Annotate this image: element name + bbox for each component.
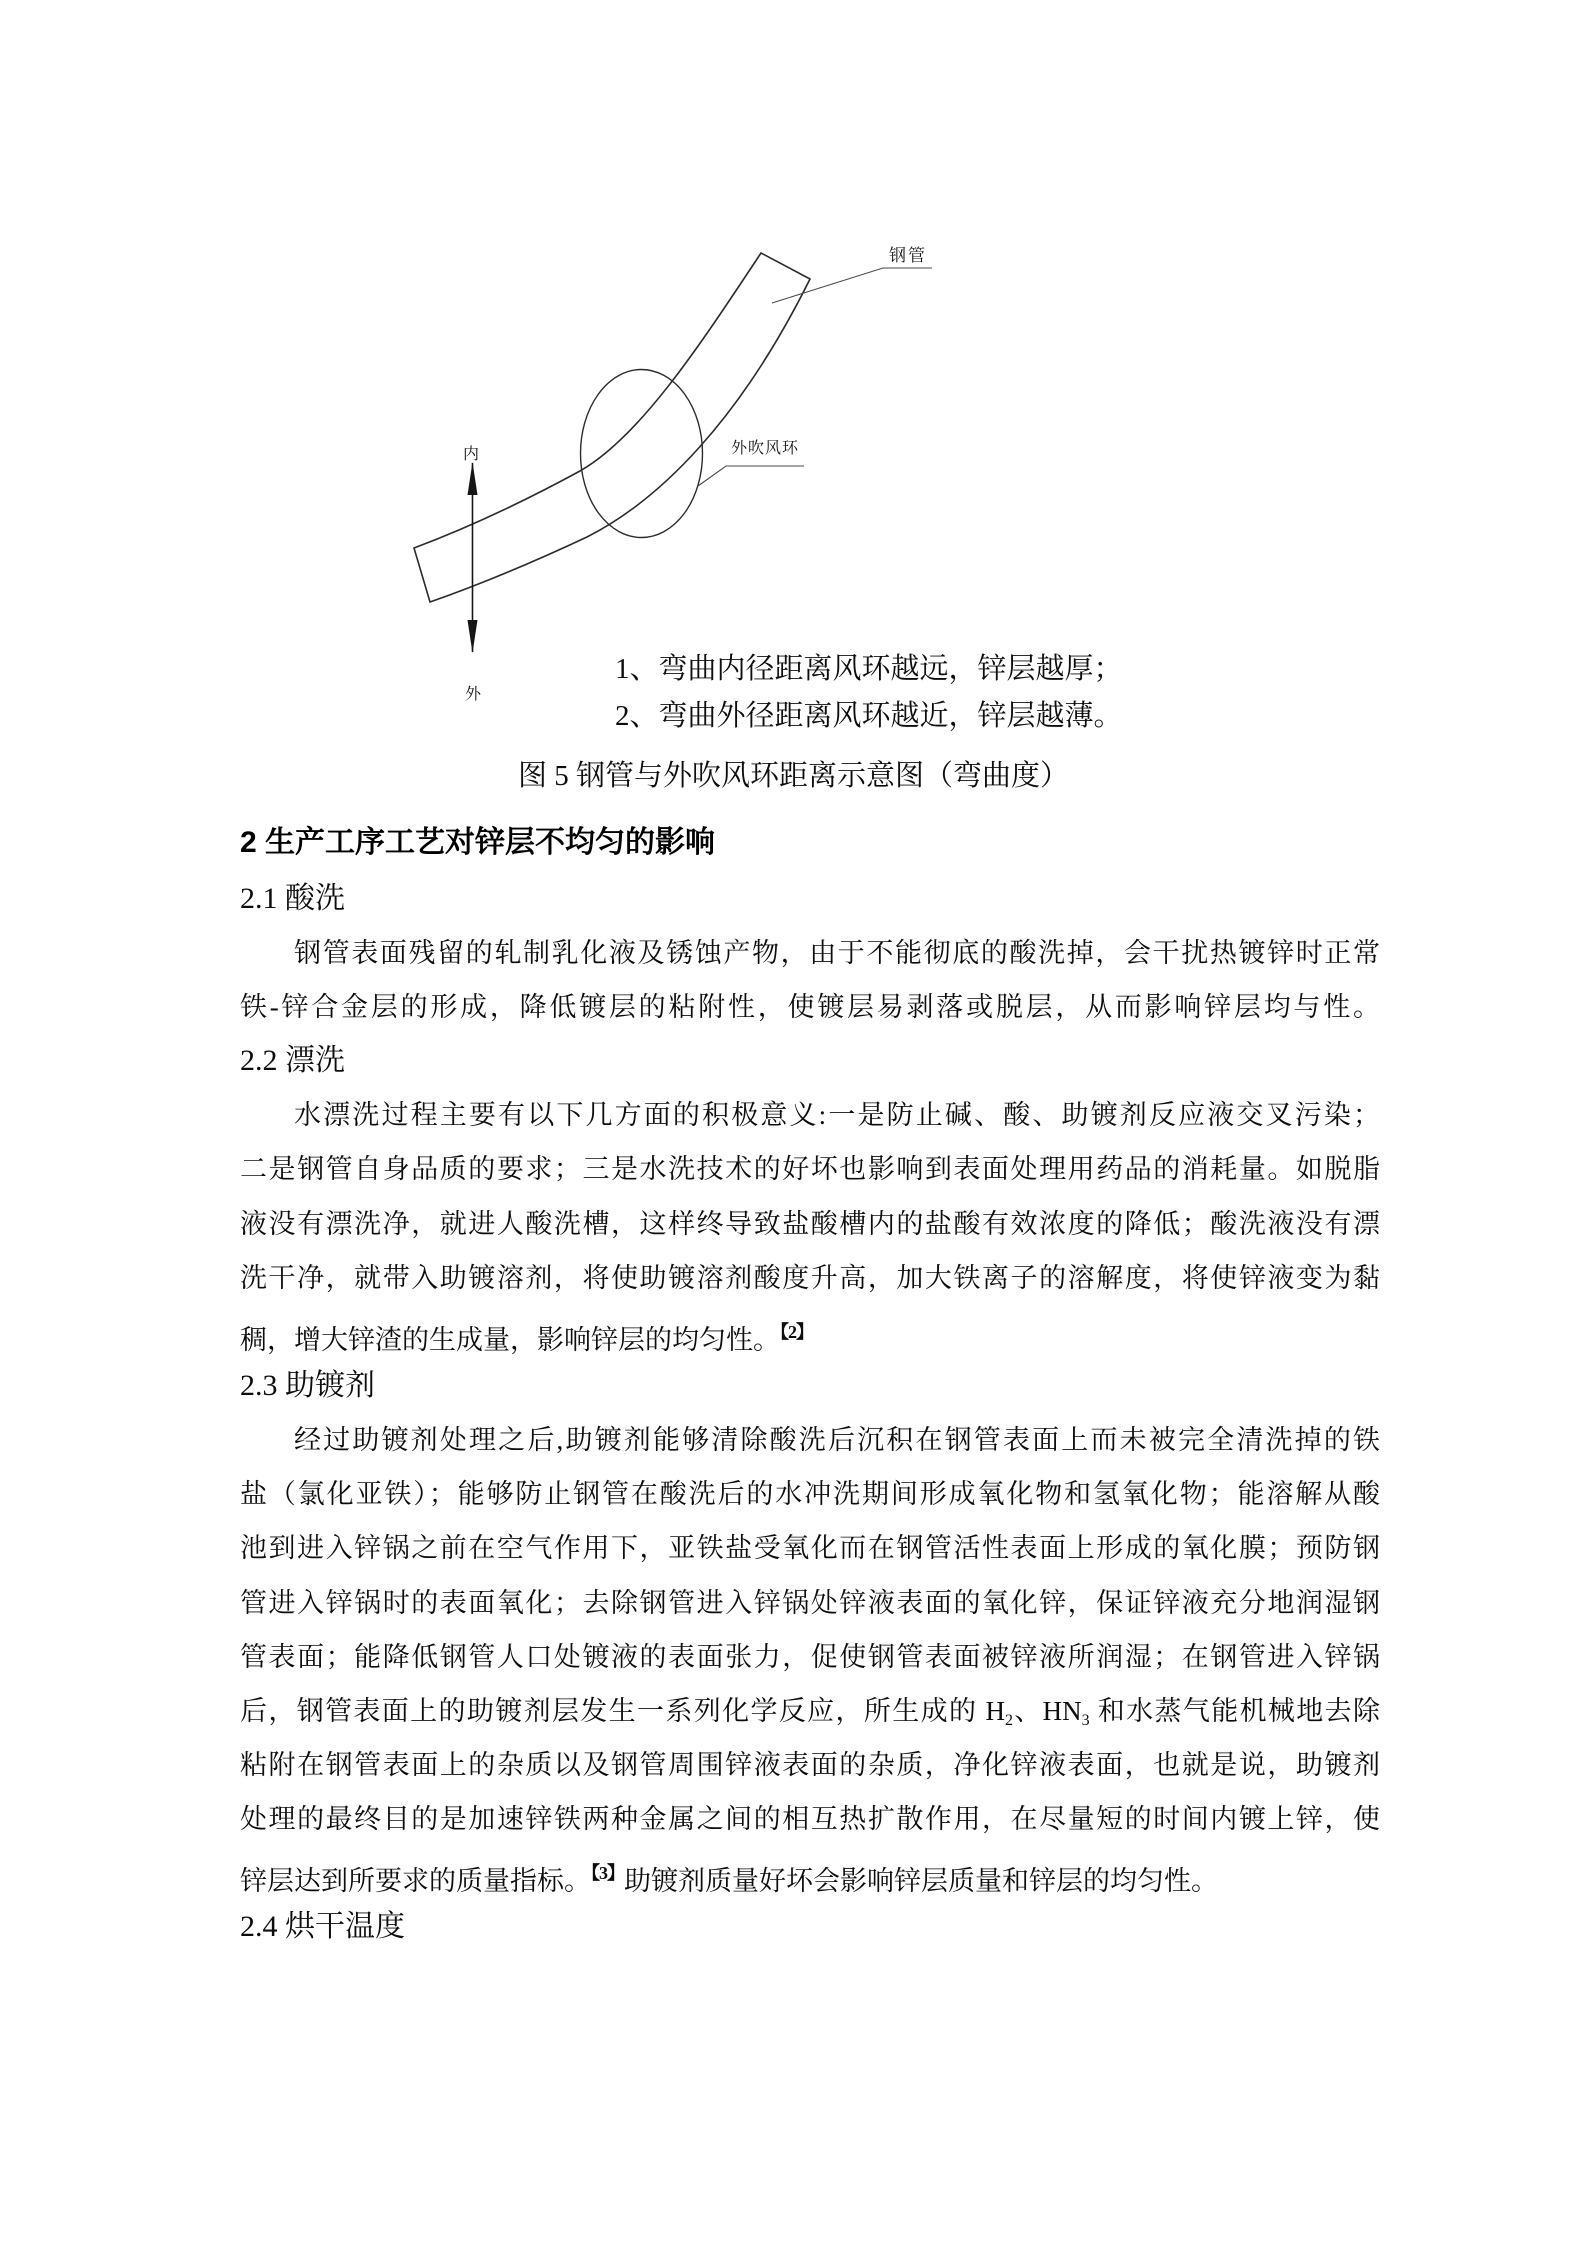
figure-note-2: 2、弯曲外径距离风环越近，锌层越薄。 bbox=[615, 700, 1123, 732]
chem-n-subscript: 3 bbox=[1081, 1712, 1090, 1729]
paragraph-line bbox=[240, 1692, 1380, 1740]
chem-h-subscript: 2 bbox=[1004, 1712, 1013, 1729]
figure-note-1: 1、弯曲内径距离风环越远，锌层越厚； bbox=[615, 653, 1123, 685]
paragraph-line: 洗干净，就带入助镀溶剂，将使助镀溶剂酸度升高，加大铁离子的溶解度，将使锌液变为黏 bbox=[240, 1263, 1380, 1293]
paragraph-line: 粘附在钢管表面上的杂质以及钢管周围锌液表面的杂质，净化锌液表面，也就是说，助镀剂 bbox=[240, 1750, 1380, 1780]
paragraph-line: 二是钢管自身品质的要求；三是水洗技术的好坏也影响到表面处理用药品的消耗量。如脱脂 bbox=[240, 1154, 1380, 1184]
paragraph-line: 处理的最终目的是加速锌铁两种金属之间的相互热扩散作用，在尽量短的时间内镀上锌，使 bbox=[240, 1804, 1380, 1834]
pipe-leader-line bbox=[772, 268, 932, 303]
arrow-up-head-icon bbox=[468, 462, 478, 495]
ring-label: 外吹风环 bbox=[731, 440, 800, 457]
paragraph-line: 池到进入锌锅之前在空气作用下，亚铁盐受氧化而在钢管活性表面上形成的氧化膜；预防钢 bbox=[240, 1533, 1380, 1563]
paragraph-line: 经过助镀剂处理之后,助镀剂能够清除酸洗后沉积在钢管表面上而未被完全清洗掉的铁 bbox=[294, 1425, 1380, 1455]
paragraph-line: 管进入锌锅时的表面氧化；去除钢管进入锌锅处锌液表面的氧化锌，保证锌液充分地润湿钢 bbox=[240, 1588, 1380, 1618]
pipe-label: 钢管 bbox=[889, 246, 927, 265]
paragraph-line: 钢管表面残留的轧制乳化液及锈蚀产物，由于不能彻底的酸洗掉，会干扰热镀锌时正常 bbox=[294, 938, 1380, 968]
paragraph-text: 和水蒸气能机械地去除 bbox=[1089, 1696, 1381, 1726]
paragraph-line: 盐（氯化亚铁）；能够防止钢管在酸洗后的水冲洗期间形成氧化物和氢氧化物；能溶解从酸 bbox=[240, 1479, 1380, 1509]
paragraph-text: 锌层达到所要求的质量指标。 bbox=[240, 1866, 591, 1896]
paragraph-text: 助镀剂质量好坏会影响锌层质量和锌层的均匀性。 bbox=[624, 1866, 1218, 1896]
subsection-title-2-1: 2.1 酸洗 bbox=[240, 882, 345, 915]
chem-h: H bbox=[985, 1696, 1005, 1726]
subsection-title-2-4: 2.4 烘干温度 bbox=[240, 1910, 405, 1943]
citation-2: 【2】 bbox=[780, 1322, 813, 1342]
paragraph-line: 液没有漂洗净，就进人酸洗槽，这样终导致盐酸槽内的盐酸有效浓度的降低；酸洗液没有漂 bbox=[240, 1209, 1380, 1239]
steel-pipe-outline bbox=[414, 253, 810, 602]
chem-mid: 、HN bbox=[1012, 1696, 1082, 1726]
subsection-title-2-2: 2.2 漂洗 bbox=[240, 1044, 345, 1077]
paragraph-text: 稠，增大锌渣的生成量，影响锌层的均匀性。 bbox=[240, 1325, 780, 1355]
figure-caption: 图 5 钢管与外吹风环距离示意图（弯曲度） bbox=[517, 760, 1069, 792]
paragraph-line: 管表面；能降低钢管人口处镀液的表面张力，促使钢管表面被锌液所润湿；在钢管进入锌锅 bbox=[240, 1642, 1380, 1672]
ring-leader-line bbox=[698, 466, 804, 486]
inner-side-label: 内 bbox=[463, 446, 480, 463]
subsection-title-2-3: 2.3 助镀剂 bbox=[240, 1369, 375, 1402]
paragraph-text: 后，钢管表面上的助镀剂层发生一系列化学反应，所生成的 bbox=[240, 1696, 986, 1726]
section-heading: 2 生产工序工艺对锌层不均匀的影响 bbox=[240, 826, 716, 859]
outer-side-label: 外 bbox=[465, 686, 482, 703]
paragraph-line bbox=[240, 1854, 1380, 1900]
arrow-down-head-icon bbox=[468, 620, 478, 653]
paragraph-line: 水漂洗过程主要有以下几方面的积极意义:一是防止碱、酸、助镀剂反应液交叉污染； bbox=[294, 1100, 1380, 1130]
blow-ring-ellipse bbox=[581, 370, 703, 538]
paragraph-line: 铁-锌合金层的形成，降低镀层的粘附性，使镀层易剥落或脱层，从而影响锌层均与性。 bbox=[240, 992, 1380, 1022]
citation-3: 【3】 bbox=[591, 1863, 624, 1883]
paragraph-line bbox=[240, 1313, 1380, 1359]
